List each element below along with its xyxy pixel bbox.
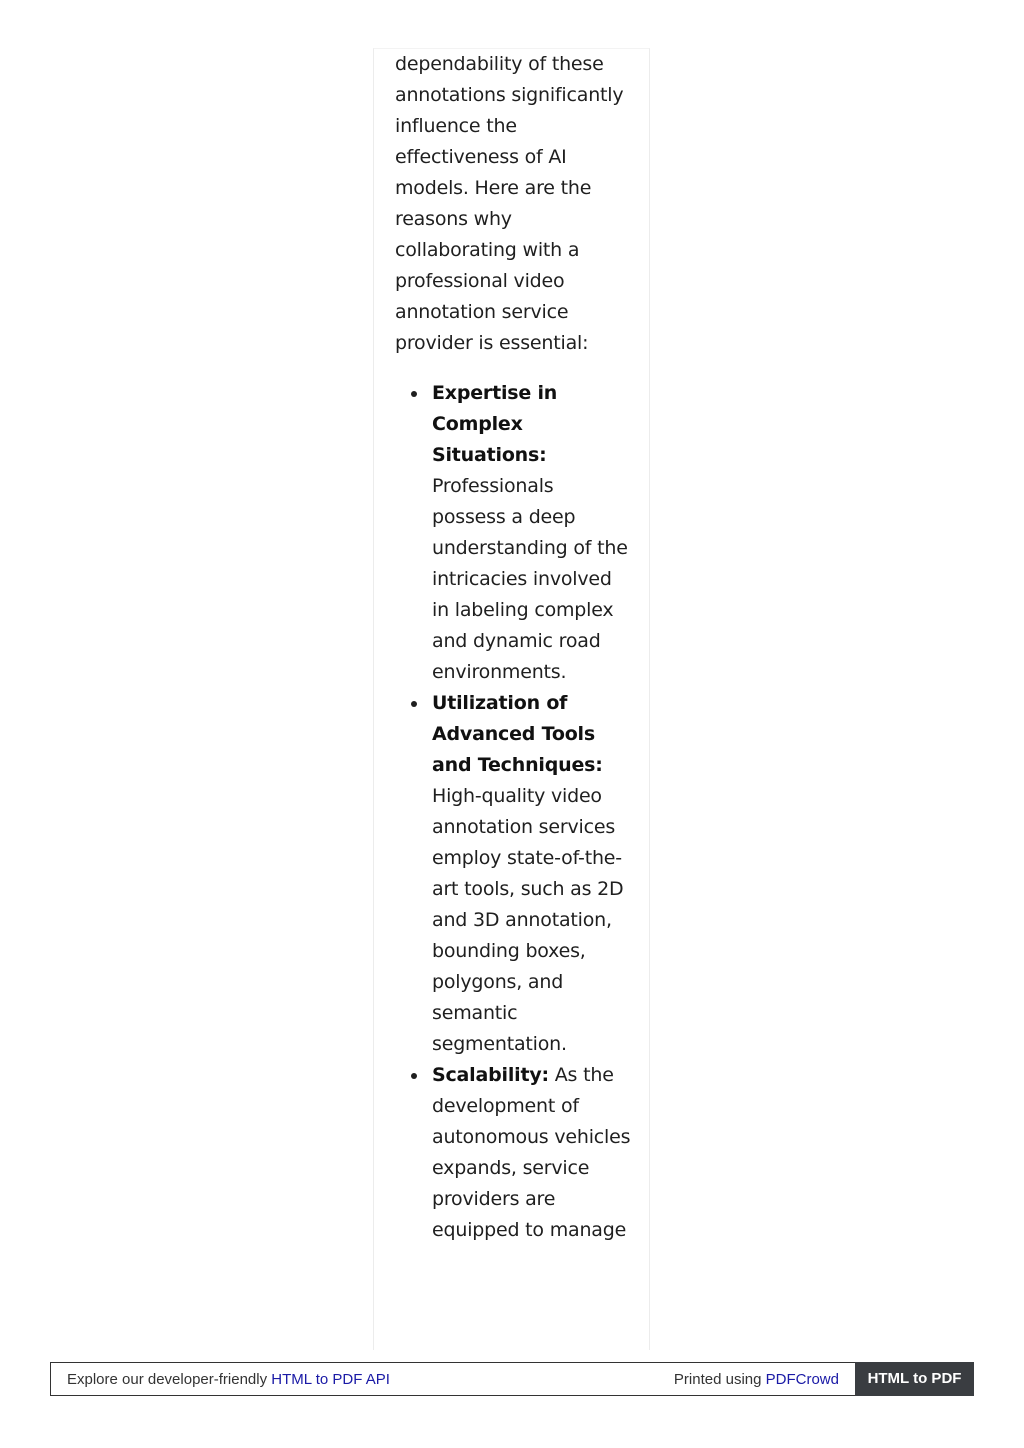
list-item bbox=[432, 378, 631, 688]
list-item bbox=[432, 1060, 631, 1246]
list-item-text: Professionals possess a deep understanding of the intricacies involved in labeling complex and dynamic road environments. bbox=[432, 475, 628, 683]
footer-printed bbox=[674, 1371, 839, 1388]
bullet-list bbox=[395, 378, 631, 1246]
list-item-text: As the development of autonomous vehicles expands, service providers are equipped to manage bbox=[432, 1064, 631, 1241]
footer-printed-text: Printed using bbox=[673, 1371, 766, 1388]
html-to-pdf-button[interactable]: HTML to PDF bbox=[855, 1362, 974, 1396]
html-to-pdf-api-link[interactable]: HTML to PDF API bbox=[271, 1371, 390, 1388]
list-item-term: Scalability: bbox=[432, 1064, 549, 1086]
footer-explore bbox=[67, 1371, 390, 1388]
pdfcrowd-link[interactable]: PDFCrowd bbox=[765, 1371, 839, 1388]
list-item-text: High-quality video annotation services employ state-of-the-art tools, such as 2D and 3D annotation, bounding boxes, polygons, and semantic segmentation. bbox=[432, 785, 624, 1055]
list-item-term: Utilization of Advanced Tools and Techniques: bbox=[432, 692, 603, 776]
list-item bbox=[432, 688, 631, 1060]
footer-explore-text: Explore our developer-friendly bbox=[67, 1371, 272, 1388]
article-content bbox=[395, 49, 631, 1246]
pdfcrowd-footer-bar bbox=[50, 1362, 974, 1396]
list-item-term: Expertise in Complex Situations: bbox=[432, 382, 558, 466]
intro-paragraph: dependability of these annotations significantly influence the effectiveness of AI models. Here are the reasons why collaborating with a professional video annotation service provider is essential: bbox=[395, 53, 624, 354]
article-column bbox=[373, 48, 650, 1350]
